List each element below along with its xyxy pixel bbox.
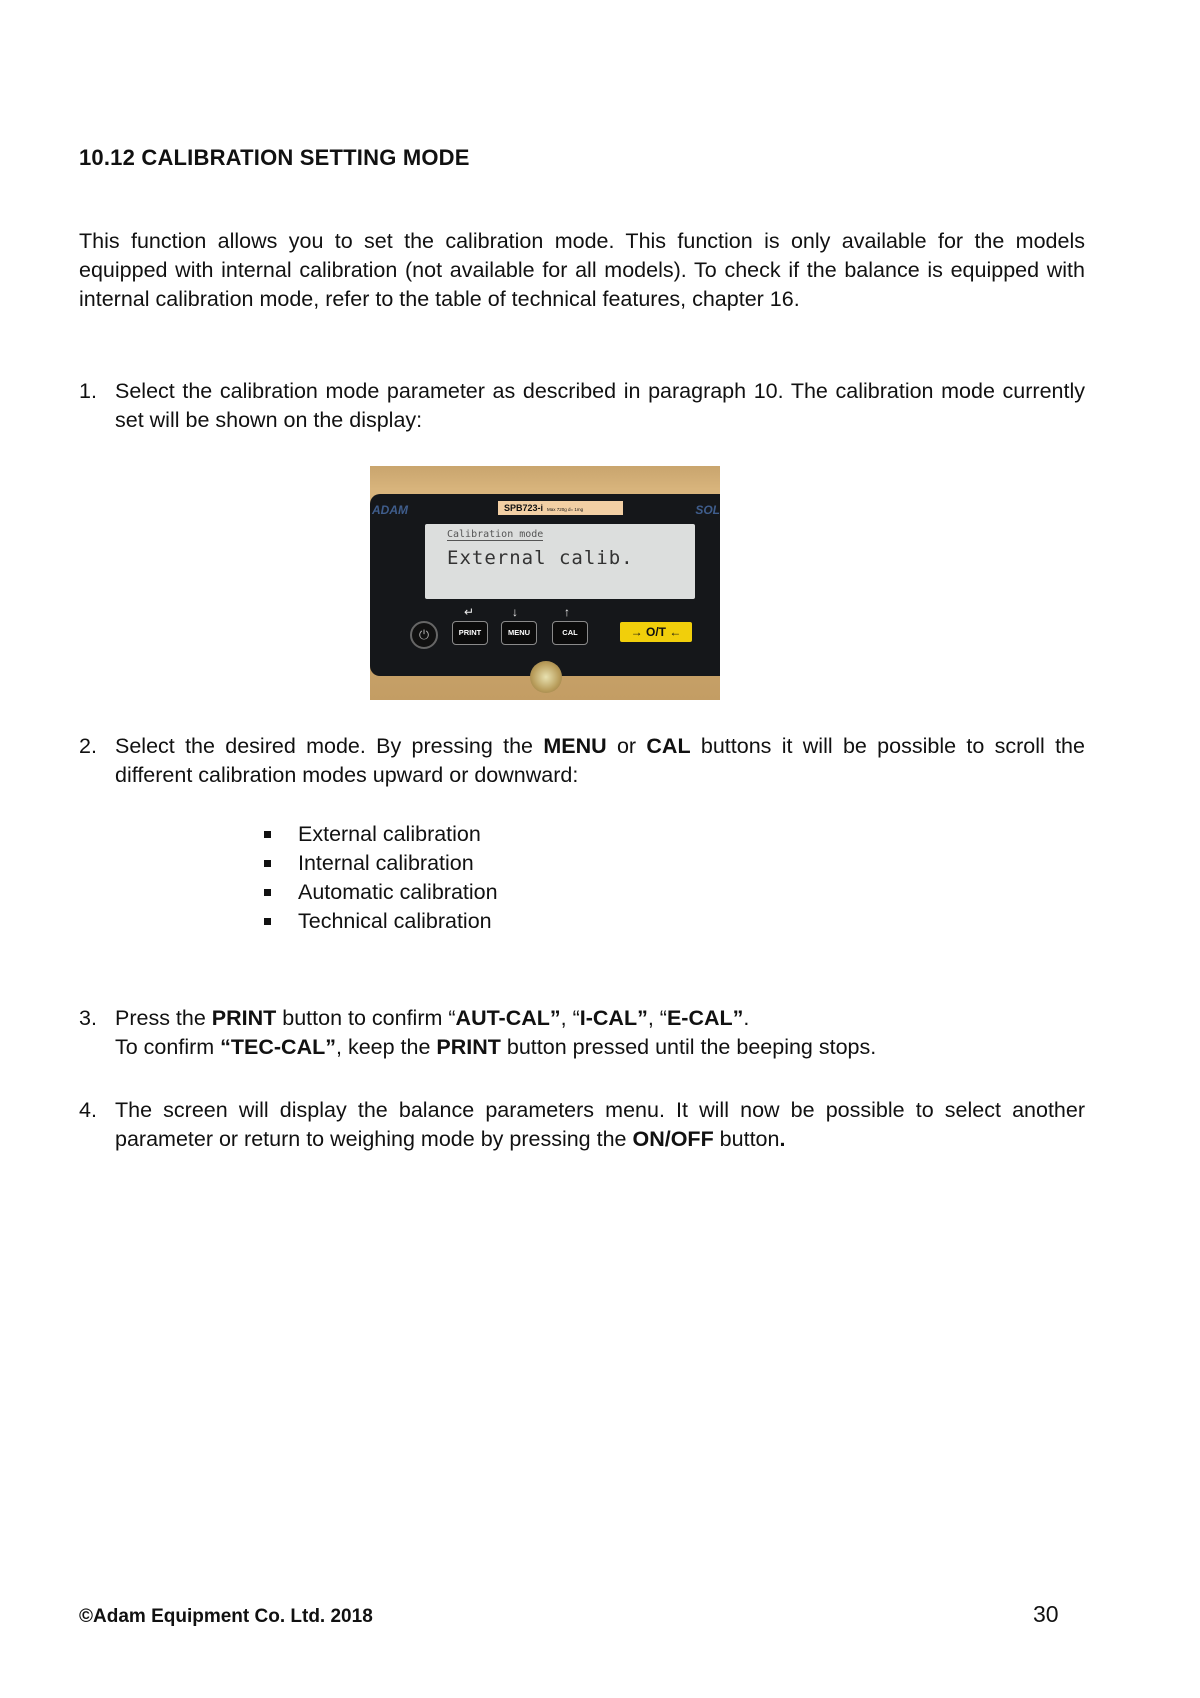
- brand-logo: ADAM: [372, 503, 408, 517]
- cal-button-ref: CAL: [646, 734, 691, 758]
- print-button-ref: PRINT: [436, 1035, 501, 1059]
- step-text: Select the calibration mode parameter as described in paragraph 10. The calibration mode currently set will be shown on the display:: [115, 379, 1085, 432]
- step-number: 3.: [79, 1006, 97, 1030]
- text: .: [743, 1006, 750, 1030]
- lcd-title: Calibration mode: [447, 529, 544, 540]
- calibration-mode-list: [262, 820, 498, 936]
- series-label: SOL: [695, 503, 720, 517]
- up-arrow-icon: ↑: [564, 605, 570, 619]
- i-cal-ref: I-CAL”: [579, 1006, 648, 1030]
- print-key: PRINT: [452, 621, 488, 645]
- footer-copyright: ©Adam Equipment Co. Ltd. 2018: [79, 1606, 373, 1627]
- list-item: Technical calibration: [262, 907, 498, 936]
- text: button to confirm “: [276, 1006, 456, 1030]
- balance-display-photo: [370, 466, 720, 700]
- text: , keep the: [336, 1035, 437, 1059]
- text: .: [779, 1127, 786, 1151]
- menu-key: MENU: [501, 621, 537, 645]
- list-item: External calibration: [262, 820, 498, 849]
- step-4: [79, 1096, 1085, 1154]
- lcd-screen: [425, 524, 695, 599]
- text: The screen will display the balance parameters menu. It will now be possible to select another parameter or return to weighing mode by pressing the: [115, 1098, 1085, 1151]
- intro-paragraph: This function allows you to set the calibration mode. This function is only available for the models equipped with internal calibration (not available for all models). To check if the balance is equipped with internal calibration mode, refer to the table of technical features, chapter 16.: [79, 229, 1085, 311]
- step-3: [79, 1004, 1085, 1062]
- level-bubble: [530, 661, 562, 693]
- text: Press the: [115, 1006, 212, 1030]
- step-text: [115, 1004, 1085, 1062]
- tec-cal-ref: “TEC-CAL”: [220, 1035, 336, 1059]
- section-heading: 10.12 CALIBRATION SETTING MODE: [79, 145, 470, 170]
- step-text: [115, 1096, 1085, 1154]
- on-off-button-ref: ON/OFF: [632, 1127, 714, 1151]
- cal-key: CAL: [552, 621, 588, 645]
- text: Select the desired mode. By pressing the: [115, 734, 544, 758]
- text: or: [606, 734, 647, 758]
- e-cal-ref: E-CAL”: [666, 1006, 744, 1030]
- step-2: [79, 732, 1085, 790]
- model-spec: Max 720g d= 1mg: [547, 507, 584, 512]
- step-number: 2.: [79, 734, 97, 758]
- menu-button-ref: MENU: [543, 734, 607, 758]
- down-arrow-icon: ↓: [512, 605, 518, 619]
- step-1: [79, 377, 1085, 435]
- list-item: Automatic calibration: [262, 878, 498, 907]
- print-button-ref: PRINT: [211, 1006, 277, 1030]
- text: , “: [560, 1006, 580, 1030]
- step-text: [115, 732, 1085, 790]
- enter-arrow-icon: ↵: [464, 605, 475, 619]
- model-label: [498, 501, 623, 515]
- text: , “: [647, 1006, 667, 1030]
- page-number: 30: [1033, 1601, 1059, 1627]
- step-number: 1.: [79, 379, 97, 403]
- power-button-icon: ⏻: [410, 621, 438, 649]
- lcd-value: External calib.: [447, 547, 634, 569]
- text: To confirm: [115, 1035, 221, 1059]
- control-panel: [370, 494, 720, 676]
- model-name: SPB723-i: [504, 503, 544, 513]
- aut-cal-ref: AUT-CAL”: [455, 1006, 561, 1030]
- text: button pressed until the beeping stops.: [500, 1035, 877, 1059]
- text: buttons it will be possible to scroll the different calibration modes upward or downward:: [115, 734, 1085, 787]
- tare-key: → O/T ←: [620, 622, 692, 642]
- text: button: [713, 1127, 780, 1151]
- step-number: 4.: [79, 1098, 97, 1122]
- list-item: Internal calibration: [262, 849, 498, 878]
